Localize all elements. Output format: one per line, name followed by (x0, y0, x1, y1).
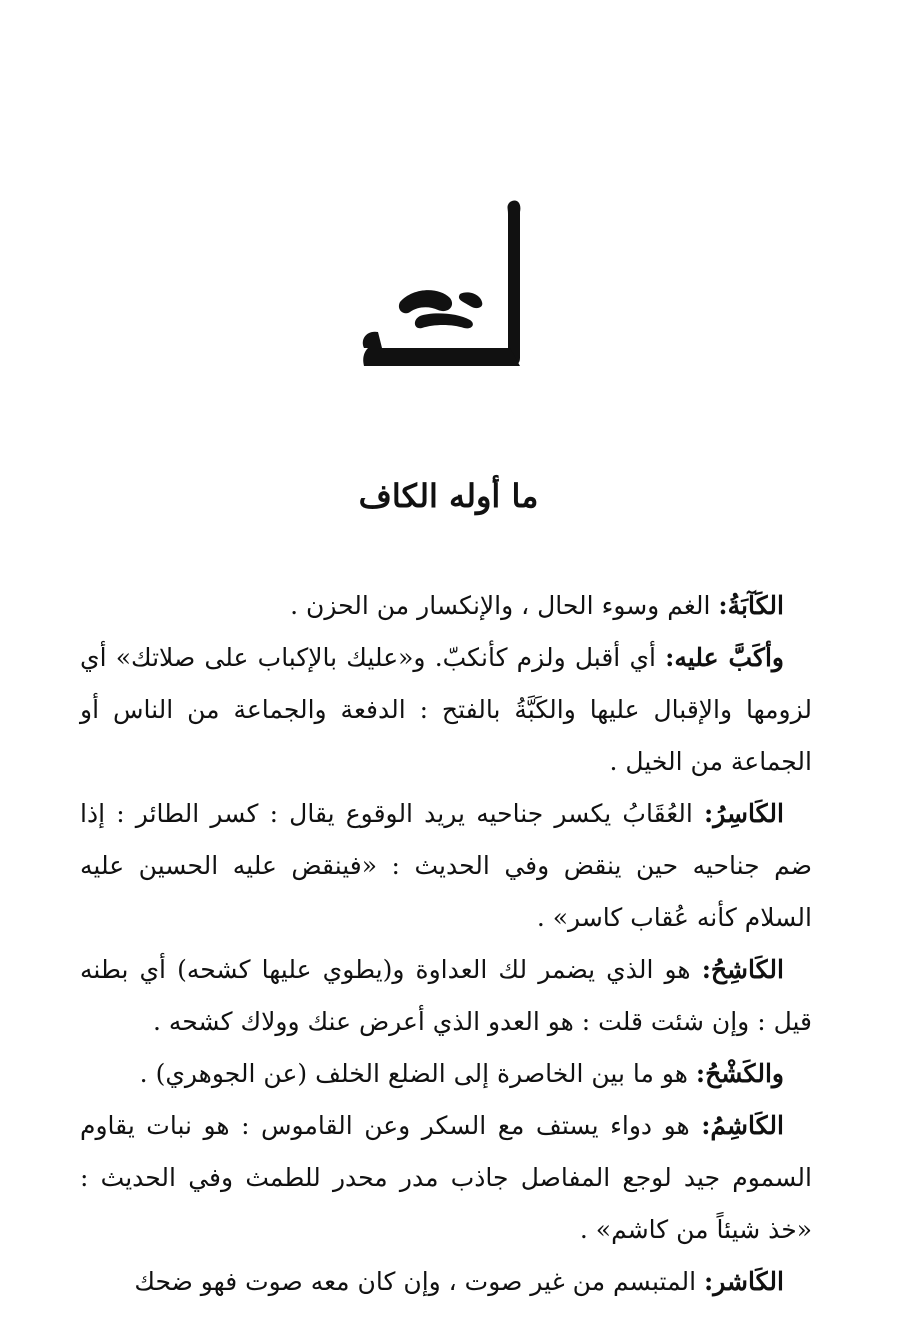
entry (80, 944, 812, 1048)
entry-text: العُقَابُ يكسر جناحيه يريد الوقوع يقال : كسر الطائر : إذا ضم جناحيه حين ينقض وفي الحديث : «فينقض عليه الحسين عليه السلام كأنه عُقاب كاسر» . (80, 799, 812, 932)
entry-text: أي أقبل ولزم كأنكبّ. و«عليك بالإكباب على صلاتك» أي لزومها والإقبال عليها والكَبَّةُ بالفتح : الدفعة والجماعة من الناس أو الجماعة من الخيل . (80, 643, 812, 776)
section-title: ما أوله الكاف (358, 477, 539, 515)
entry-text: المتبسم من غير صوت ، وإن كان معه صوت فهو ضحك (134, 1267, 705, 1296)
entry-term: الكَاشر: (704, 1267, 784, 1296)
dictionary-entries (80, 580, 812, 1308)
entry-term: والكَشْحُ: (695, 1059, 784, 1088)
entry-text: هو الذي يضمر لك العداوة و(يطوي عليها كشحه) أي بطنه قيل : وإن شئت قلت : هو العدو الذي أعرض عنك وولاك كشحه . (80, 955, 812, 1036)
entry-text: هو ما بين الخاصرة إلى الضلع الخلف (عن الجوهري) . (139, 1059, 696, 1088)
kaf-letter-ornament (360, 198, 526, 368)
entry-text: هو دواء يستف مع السكر وعن القاموس : هو نبات يقاوم السموم جيد لوجع المفاصل جاذب مدر محدر للطمث وفي الحديث : «خذ شيئاً من كاشم» . (80, 1111, 812, 1244)
entry-text: الغم وسوء الحال ، والإنكسار من الحزن . (290, 591, 719, 620)
entry (80, 1100, 812, 1256)
entry (80, 1048, 812, 1100)
entry (80, 1256, 812, 1308)
entry-term: وأكَبَّ عليه: (665, 643, 784, 672)
entry-term: الكَآبَةُ: (718, 591, 784, 620)
entry-term: الكَاسِرُ: (704, 799, 784, 828)
entry (80, 788, 812, 944)
entry (80, 632, 812, 788)
entry-term: الكَاشِمُ: (701, 1111, 784, 1140)
entry (80, 580, 812, 632)
kaf-letter-icon (360, 198, 526, 368)
entry-term: الكَاشِحُ: (701, 955, 784, 984)
